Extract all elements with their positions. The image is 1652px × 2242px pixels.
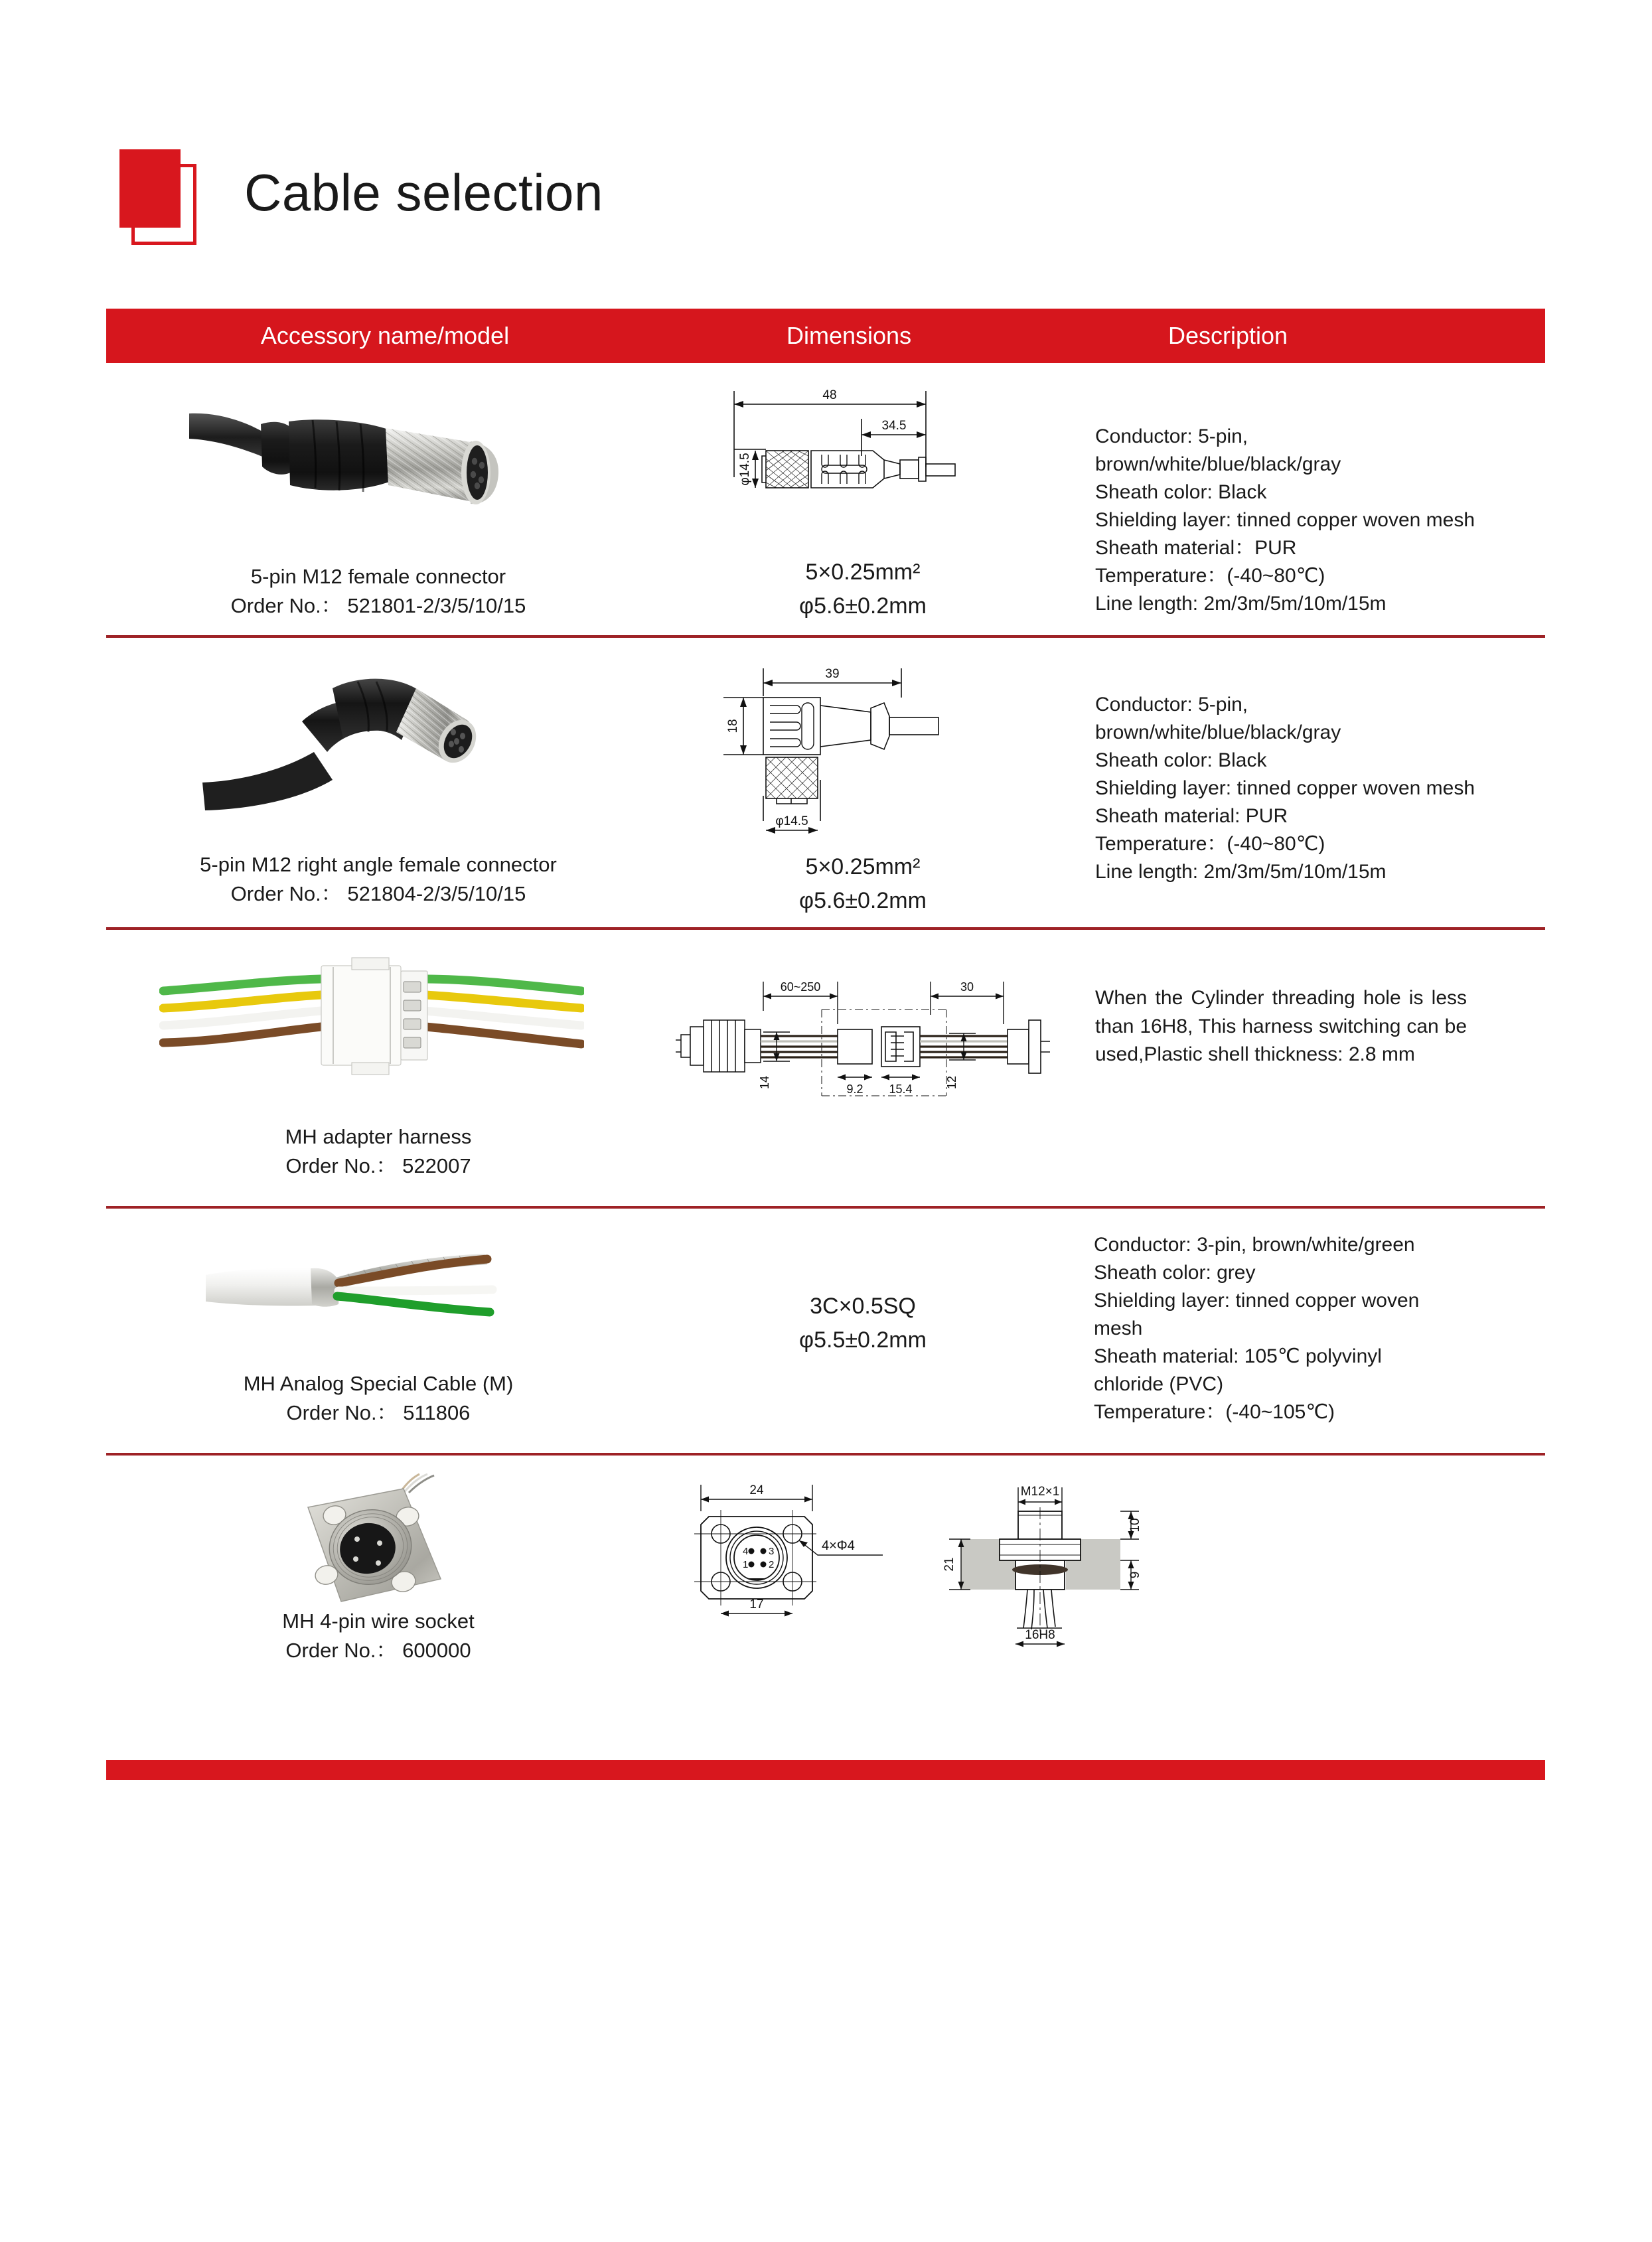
logo-filled-square	[119, 149, 181, 228]
order-no-label: Order No.：	[230, 594, 342, 618]
dim-label-holes: 4×Φ4	[822, 1538, 855, 1553]
dim-label-socket-width: 15.4	[889, 1083, 913, 1096]
description-line: Shielding layer: tinned copper woven mesh	[1095, 509, 1475, 531]
description-line: mesh	[1094, 1317, 1143, 1339]
order-no-value: 522007	[402, 1154, 471, 1178]
dim-label-diameter: φ14.5	[775, 814, 808, 828]
dimension-drawing-cell	[657, 930, 1069, 1206]
m12-straight-female-connector-photo	[189, 382, 534, 548]
dimension-drawing-cell	[657, 638, 1069, 927]
mh-4pin-flange-wire-socket-photo	[277, 1469, 463, 1615]
pin-number: 3	[769, 1546, 775, 1557]
description-line: Conductor: 5-pin,	[1095, 694, 1248, 715]
pin-number: 4	[743, 1546, 749, 1557]
red-square-logo-icon	[119, 149, 206, 236]
table-row	[106, 1456, 1545, 1675]
product-photo-cell	[106, 930, 650, 1206]
mh-analog-shielded-cable-photo	[206, 1227, 538, 1340]
description-line: Shielding layer: tinned copper woven mesh	[1095, 777, 1475, 799]
dimension-spec	[657, 1290, 1069, 1357]
footer-accent-bar	[106, 1760, 1545, 1780]
accessory-table	[106, 309, 1545, 1675]
description-line: Shielding layer: tinned copper woven	[1094, 1290, 1420, 1311]
product-name: MH Analog Special Cable (M)	[243, 1372, 514, 1395]
order-no-value: 511806	[403, 1401, 471, 1425]
description-line: Sheath material: PUR	[1095, 805, 1288, 827]
pin-number: 2	[769, 1559, 775, 1570]
m12-right-angle-dimension-drawing	[697, 656, 1022, 849]
pin-number: 1	[743, 1559, 749, 1570]
dim-label-left-height: 14	[758, 1075, 771, 1090]
spec-line: 3C×0.5SQ	[810, 1294, 916, 1319]
description-text	[1095, 691, 1475, 886]
dimension-spec	[657, 556, 1069, 623]
m12-right-angle-female-connector-photo	[202, 658, 521, 824]
description-line: Line length: 2m/3m/5m/10m/15m	[1095, 593, 1387, 615]
dim-label-flange-width: 24	[749, 1483, 764, 1497]
column-header-dimensions: Dimensions	[787, 322, 912, 349]
dim-label-right-height: 12	[945, 1075, 958, 1090]
m12-straight-dimension-drawing	[697, 378, 1029, 550]
product-name: MH 4-pin wire socket	[282, 1609, 475, 1633]
dim-label-body: 34.5	[881, 419, 907, 433]
order-no-value: 521801-2/3/5/10/15	[347, 594, 526, 618]
spec-line: 5×0.25mm²	[805, 854, 921, 879]
order-no-value: 521804-2/3/5/10/15	[347, 882, 526, 906]
description-line: brown/white/blue/black/gray	[1095, 721, 1341, 743]
product-caption	[106, 562, 650, 621]
dim-label-total-height: 21	[942, 1557, 956, 1572]
spec-line: φ5.5±0.2mm	[799, 1327, 927, 1353]
dim-label-height: 18	[726, 719, 740, 733]
description-line: Temperature：(-40~80℃)	[1095, 833, 1325, 855]
description-cell	[1082, 930, 1546, 1206]
dim-label-left-length: 60~250	[780, 980, 821, 994]
table-row	[106, 363, 1545, 638]
table-row	[106, 638, 1545, 930]
product-caption	[106, 1122, 650, 1181]
page-header	[119, 149, 603, 236]
description-cell	[1082, 1456, 1546, 1675]
product-caption	[106, 1369, 650, 1428]
product-caption	[106, 850, 650, 909]
description-line: Sheath material：PUR	[1095, 537, 1297, 559]
dim-label-overall: 48	[822, 388, 837, 402]
mh-adapter-harness-photo	[159, 956, 584, 1076]
description-text: When the Cylinder threading hole is less than 16H8, This harness switching can be used,Plastic shell thickness: 2.8 mm	[1095, 987, 1467, 1066]
description-line: Line length: 2m/3m/5m/10m/15m	[1095, 861, 1387, 883]
column-header-accessory: Accessory name/model	[260, 322, 510, 349]
description-line: Sheath color: grey	[1094, 1262, 1256, 1284]
dim-label-bore: 16H8	[1025, 1628, 1055, 1642]
order-no-label: Order No.：	[230, 882, 342, 906]
description-line: Sheath material: 105℃ polyvinyl	[1094, 1345, 1382, 1367]
product-photo-cell	[106, 638, 650, 927]
dimension-drawing-cell	[657, 1209, 1069, 1453]
product-name: 5-pin M12 female connector	[250, 565, 506, 588]
description-text	[1095, 423, 1475, 618]
dim-label-plug-width: 9.2	[846, 1083, 864, 1096]
description-line: Sheath color: Black	[1095, 481, 1267, 503]
product-photo-cell	[106, 1456, 650, 1675]
description-line: Sheath color: Black	[1095, 749, 1267, 771]
table-row	[106, 930, 1545, 1209]
spec-line: φ5.6±0.2mm	[799, 593, 927, 619]
order-no-value: 600000	[402, 1639, 471, 1663]
order-no-label: Order No.：	[285, 1154, 397, 1178]
page-title: Cable selection	[244, 163, 603, 222]
description-line: Conductor: 3-pin, brown/white/green	[1094, 1234, 1415, 1256]
product-name: 5-pin M12 right angle female connector	[200, 853, 557, 876]
dim-label-length: 39	[825, 667, 840, 681]
dimension-drawing-cell	[657, 363, 1069, 635]
dim-label-diameter: φ14.5	[738, 453, 752, 486]
dimension-spec	[657, 850, 1069, 918]
mh-adapter-harness-dimension-drawing	[657, 963, 1055, 1149]
dim-label-top-height: 10	[1128, 1518, 1142, 1532]
order-no-label: Order No.：	[286, 1401, 398, 1425]
description-line: brown/white/blue/black/gray	[1095, 453, 1341, 475]
dim-label-hole-spacing: 17	[749, 1598, 764, 1611]
column-header-description: Description	[1168, 322, 1288, 349]
order-no-label: Order No.：	[285, 1639, 397, 1663]
description-cell	[1082, 363, 1546, 635]
dim-label-bottom-height: 9	[1128, 1571, 1142, 1579]
description-text	[1094, 1231, 1419, 1426]
description-line: chloride (PVC)	[1094, 1373, 1224, 1395]
description-cell	[1082, 1209, 1546, 1453]
description-cell	[1082, 638, 1546, 927]
description-line: Conductor: 5-pin,	[1095, 425, 1248, 447]
description-line: Temperature：(-40~105℃)	[1094, 1401, 1335, 1423]
product-photo-cell	[106, 1209, 650, 1453]
table-row	[106, 1209, 1545, 1456]
product-caption	[106, 1607, 650, 1665]
spec-line: 5×0.25mm²	[805, 560, 921, 585]
dim-label-right-length: 30	[960, 980, 974, 994]
table-header-row	[106, 309, 1545, 363]
product-name: MH adapter harness	[285, 1125, 472, 1148]
product-photo-cell	[106, 363, 650, 635]
spec-line: φ5.6±0.2mm	[799, 888, 927, 913]
dim-label-thread: M12×1	[1020, 1485, 1060, 1499]
description-line: Temperature：(-40~80℃)	[1095, 565, 1325, 587]
